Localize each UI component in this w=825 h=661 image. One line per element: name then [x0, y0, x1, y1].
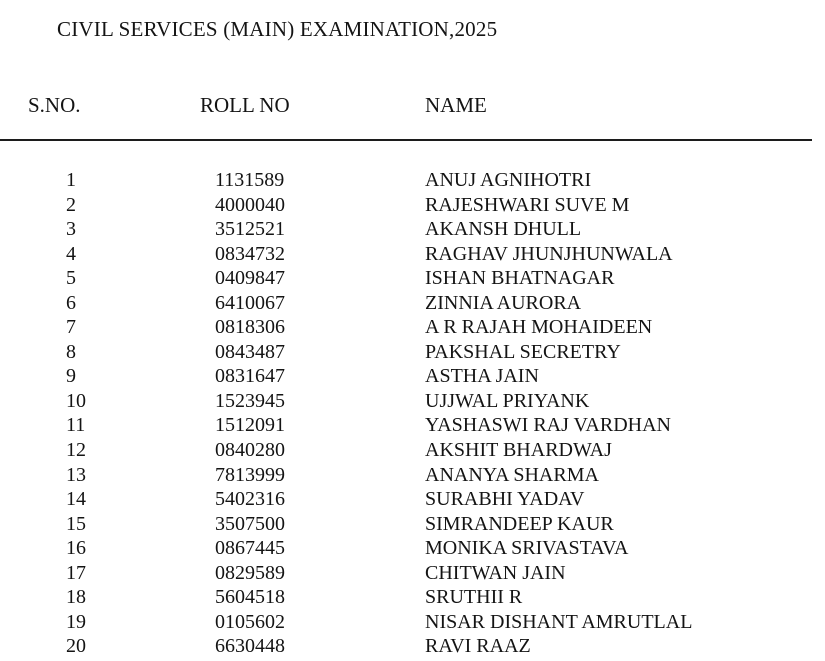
page-title: CIVIL SERVICES (MAIN) EXAMINATION,2025: [57, 17, 498, 41]
cell-candidate-name: ASTHA JAIN: [425, 365, 539, 388]
cell-candidate-name: ISHAN BHATNAGAR: [425, 267, 615, 290]
table-row: [0, 512, 825, 537]
table-row: [0, 315, 825, 340]
cell-candidate-name: RAGHAV JHUNJHUNWALA: [425, 242, 673, 265]
cell-roll-number: 6630448: [215, 635, 285, 658]
cell-roll-number: 3507500: [215, 512, 285, 535]
table-row: [0, 610, 825, 635]
table-row: [0, 438, 825, 463]
cell-roll-number: 0867445: [215, 537, 285, 560]
cell-candidate-name: YASHASWI RAJ VARDHAN: [425, 414, 671, 437]
cell-candidate-name: PAKSHAL SECRETRY: [425, 340, 621, 363]
table-row: [0, 266, 825, 291]
table-row: [0, 389, 825, 414]
cell-serial-number: 14: [66, 488, 86, 511]
cell-candidate-name: SIMRANDEEP KAUR: [425, 512, 614, 535]
cell-candidate-name: RAVI RAAZ: [425, 635, 531, 658]
table-row: [0, 536, 825, 561]
cell-roll-number: 0829589: [215, 561, 285, 584]
cell-serial-number: 11: [66, 414, 86, 437]
cell-serial-number: 2: [66, 193, 76, 216]
cell-serial-number: 3: [66, 218, 76, 241]
table-row: [0, 217, 825, 242]
cell-serial-number: 1: [66, 169, 76, 191]
cell-roll-number: 0840280: [215, 439, 285, 462]
cell-candidate-name: CHITWAN JAIN: [425, 561, 566, 584]
column-header-name: NAME: [425, 93, 487, 117]
cell-serial-number: 4: [66, 242, 76, 265]
cell-candidate-name: ANUJ AGNIHOTRI: [425, 169, 592, 191]
cell-roll-number: 4000040: [215, 193, 285, 216]
table-row: [0, 585, 825, 610]
cell-candidate-name: ANANYA SHARMA: [425, 463, 599, 486]
cell-serial-number: 16: [66, 537, 86, 560]
cell-serial-number: 5: [66, 267, 76, 290]
cell-serial-number: 8: [66, 340, 76, 363]
cell-candidate-name: SURABHI YADAV: [425, 488, 585, 511]
table-row: [0, 193, 825, 218]
header-divider: [0, 139, 812, 141]
column-header-roll-no: ROLL NO: [200, 93, 290, 117]
table-row: [0, 634, 825, 659]
cell-candidate-name: RAJESHWARI SUVE M: [425, 193, 630, 216]
cell-serial-number: 12: [66, 439, 86, 462]
cell-roll-number: 1512091: [215, 414, 285, 437]
column-header-sno: S.NO.: [28, 93, 81, 117]
cell-serial-number: 17: [66, 561, 86, 584]
table-row: [0, 463, 825, 488]
cell-candidate-name: AKANSH DHULL: [425, 218, 582, 241]
cell-roll-number: 0105602: [215, 610, 285, 633]
cell-candidate-name: MONIKA SRIVASTAVA: [425, 537, 629, 560]
table-row: [0, 242, 825, 267]
cell-roll-number: 1523945: [215, 389, 285, 412]
table-row: [0, 168, 825, 193]
cell-roll-number: 0843487: [215, 340, 285, 363]
table-row: [0, 291, 825, 316]
table-row: [0, 561, 825, 586]
cell-serial-number: 19: [66, 610, 86, 633]
cell-roll-number: 0834732: [215, 242, 285, 265]
cell-roll-number: 1131589: [215, 169, 285, 191]
cell-candidate-name: AKSHIT BHARDWAJ: [425, 439, 612, 462]
cell-serial-number: 9: [66, 365, 76, 388]
cell-serial-number: 18: [66, 586, 86, 609]
table-row: [0, 487, 825, 512]
cell-serial-number: 15: [66, 512, 86, 535]
cell-roll-number: 3512521: [215, 218, 285, 241]
cell-roll-number: 6410067: [215, 291, 285, 314]
cell-candidate-name: SRUTHII R: [425, 586, 523, 609]
cell-serial-number: 13: [66, 463, 86, 486]
result-list: [0, 168, 825, 659]
table-row: [0, 364, 825, 389]
cell-roll-number: 0409847: [215, 267, 285, 290]
cell-candidate-name: A R RAJAH MOHAIDEEN: [425, 316, 653, 339]
cell-roll-number: 0831647: [215, 365, 285, 388]
cell-candidate-name: ZINNIA AURORA: [425, 291, 582, 314]
cell-serial-number: 6: [66, 291, 76, 314]
cell-roll-number: 7813999: [215, 463, 285, 486]
table-row: [0, 340, 825, 365]
cell-candidate-name: NISAR DISHANT AMRUTLAL: [425, 610, 693, 633]
cell-roll-number: 0818306: [215, 316, 285, 339]
cell-serial-number: 7: [66, 316, 76, 339]
cell-candidate-name: UJJWAL PRIYANK: [425, 389, 590, 412]
cell-roll-number: 5604518: [215, 586, 285, 609]
cell-serial-number: 10: [66, 389, 86, 412]
table-row: [0, 413, 825, 438]
cell-serial-number: 20: [66, 635, 86, 658]
cell-roll-number: 5402316: [215, 488, 285, 511]
